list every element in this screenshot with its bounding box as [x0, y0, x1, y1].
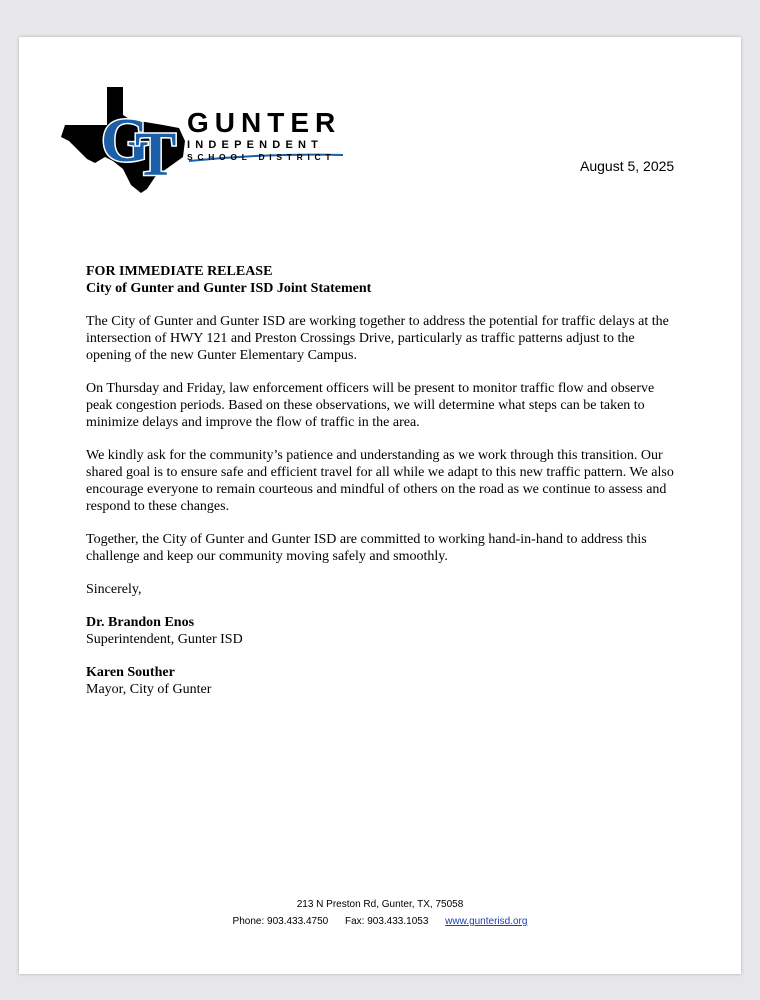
statement-title: City of Gunter and Gunter ISD Joint Statement [86, 281, 372, 296]
paragraph-3: We kindly ask for the community’s patience and understanding as we work through this transition. Our shared goal is to ensure safe and efficient travel for all while we adapt to this new traffic pattern. We also encourage everyone to remain courteous and mindful of others on the road as we continue to assess and respond to these changes. [86, 448, 674, 514]
district-name-line3: SCHOOL DISTRICT [187, 152, 336, 162]
signatory-title: Superintendent, Gunter ISD [86, 632, 243, 647]
paragraph-2: On Thursday and Friday, law enforcement officers will be present to monitor traffic flow and observe peak congestion periods. Based on these observations, we will determine what steps can be taken to minimize delays and improve the flow of traffic in the area. [86, 381, 655, 430]
footer-phone: Phone: 903.433.4750 [232, 916, 329, 927]
signatory-2 [86, 664, 676, 698]
svg-text:T: T [135, 121, 177, 189]
footer-website-link[interactable]: www.gunterisd.org [445, 916, 528, 927]
svg-text:G: G [101, 107, 150, 175]
signatory-name: Karen Souther [86, 665, 175, 680]
district-name [187, 109, 341, 162]
footer-address: 213 N Preston Rd, Gunter, TX, 75058 [296, 899, 464, 910]
paragraph-4: Together, the City of Gunter and Gunter ISD are committed to working hand-in-hand to address this challenge and keep our community moving safely and smoothly. [86, 532, 647, 564]
signatory-title: Mayor, City of Gunter [86, 682, 212, 697]
paragraph-1: The City of Gunter and Gunter ISD are working together to address the potential for traffic delays at the intersection of HWY 121 and Preston Crossings Drive, particularly as traffic patterns adjust to the opening of the new Gunter Elementary Campus. [86, 314, 669, 363]
district-name-line1: GUNTER [187, 107, 342, 138]
district-name-line2: INDEPENDENT [187, 139, 324, 151]
letter-page [19, 37, 741, 974]
letter-body [86, 263, 676, 714]
closing: Sincerely, [86, 582, 142, 597]
signatory-name: Dr. Brandon Enos [86, 615, 195, 630]
letter-footer [19, 896, 741, 930]
letter-date: August 5, 2025 [580, 158, 675, 174]
release-label: FOR IMMEDIATE RELEASE [86, 264, 273, 279]
footer-contact [19, 913, 741, 930]
footer-fax: Fax: 903.433.1053 [344, 916, 429, 927]
signatory-1 [86, 614, 676, 648]
